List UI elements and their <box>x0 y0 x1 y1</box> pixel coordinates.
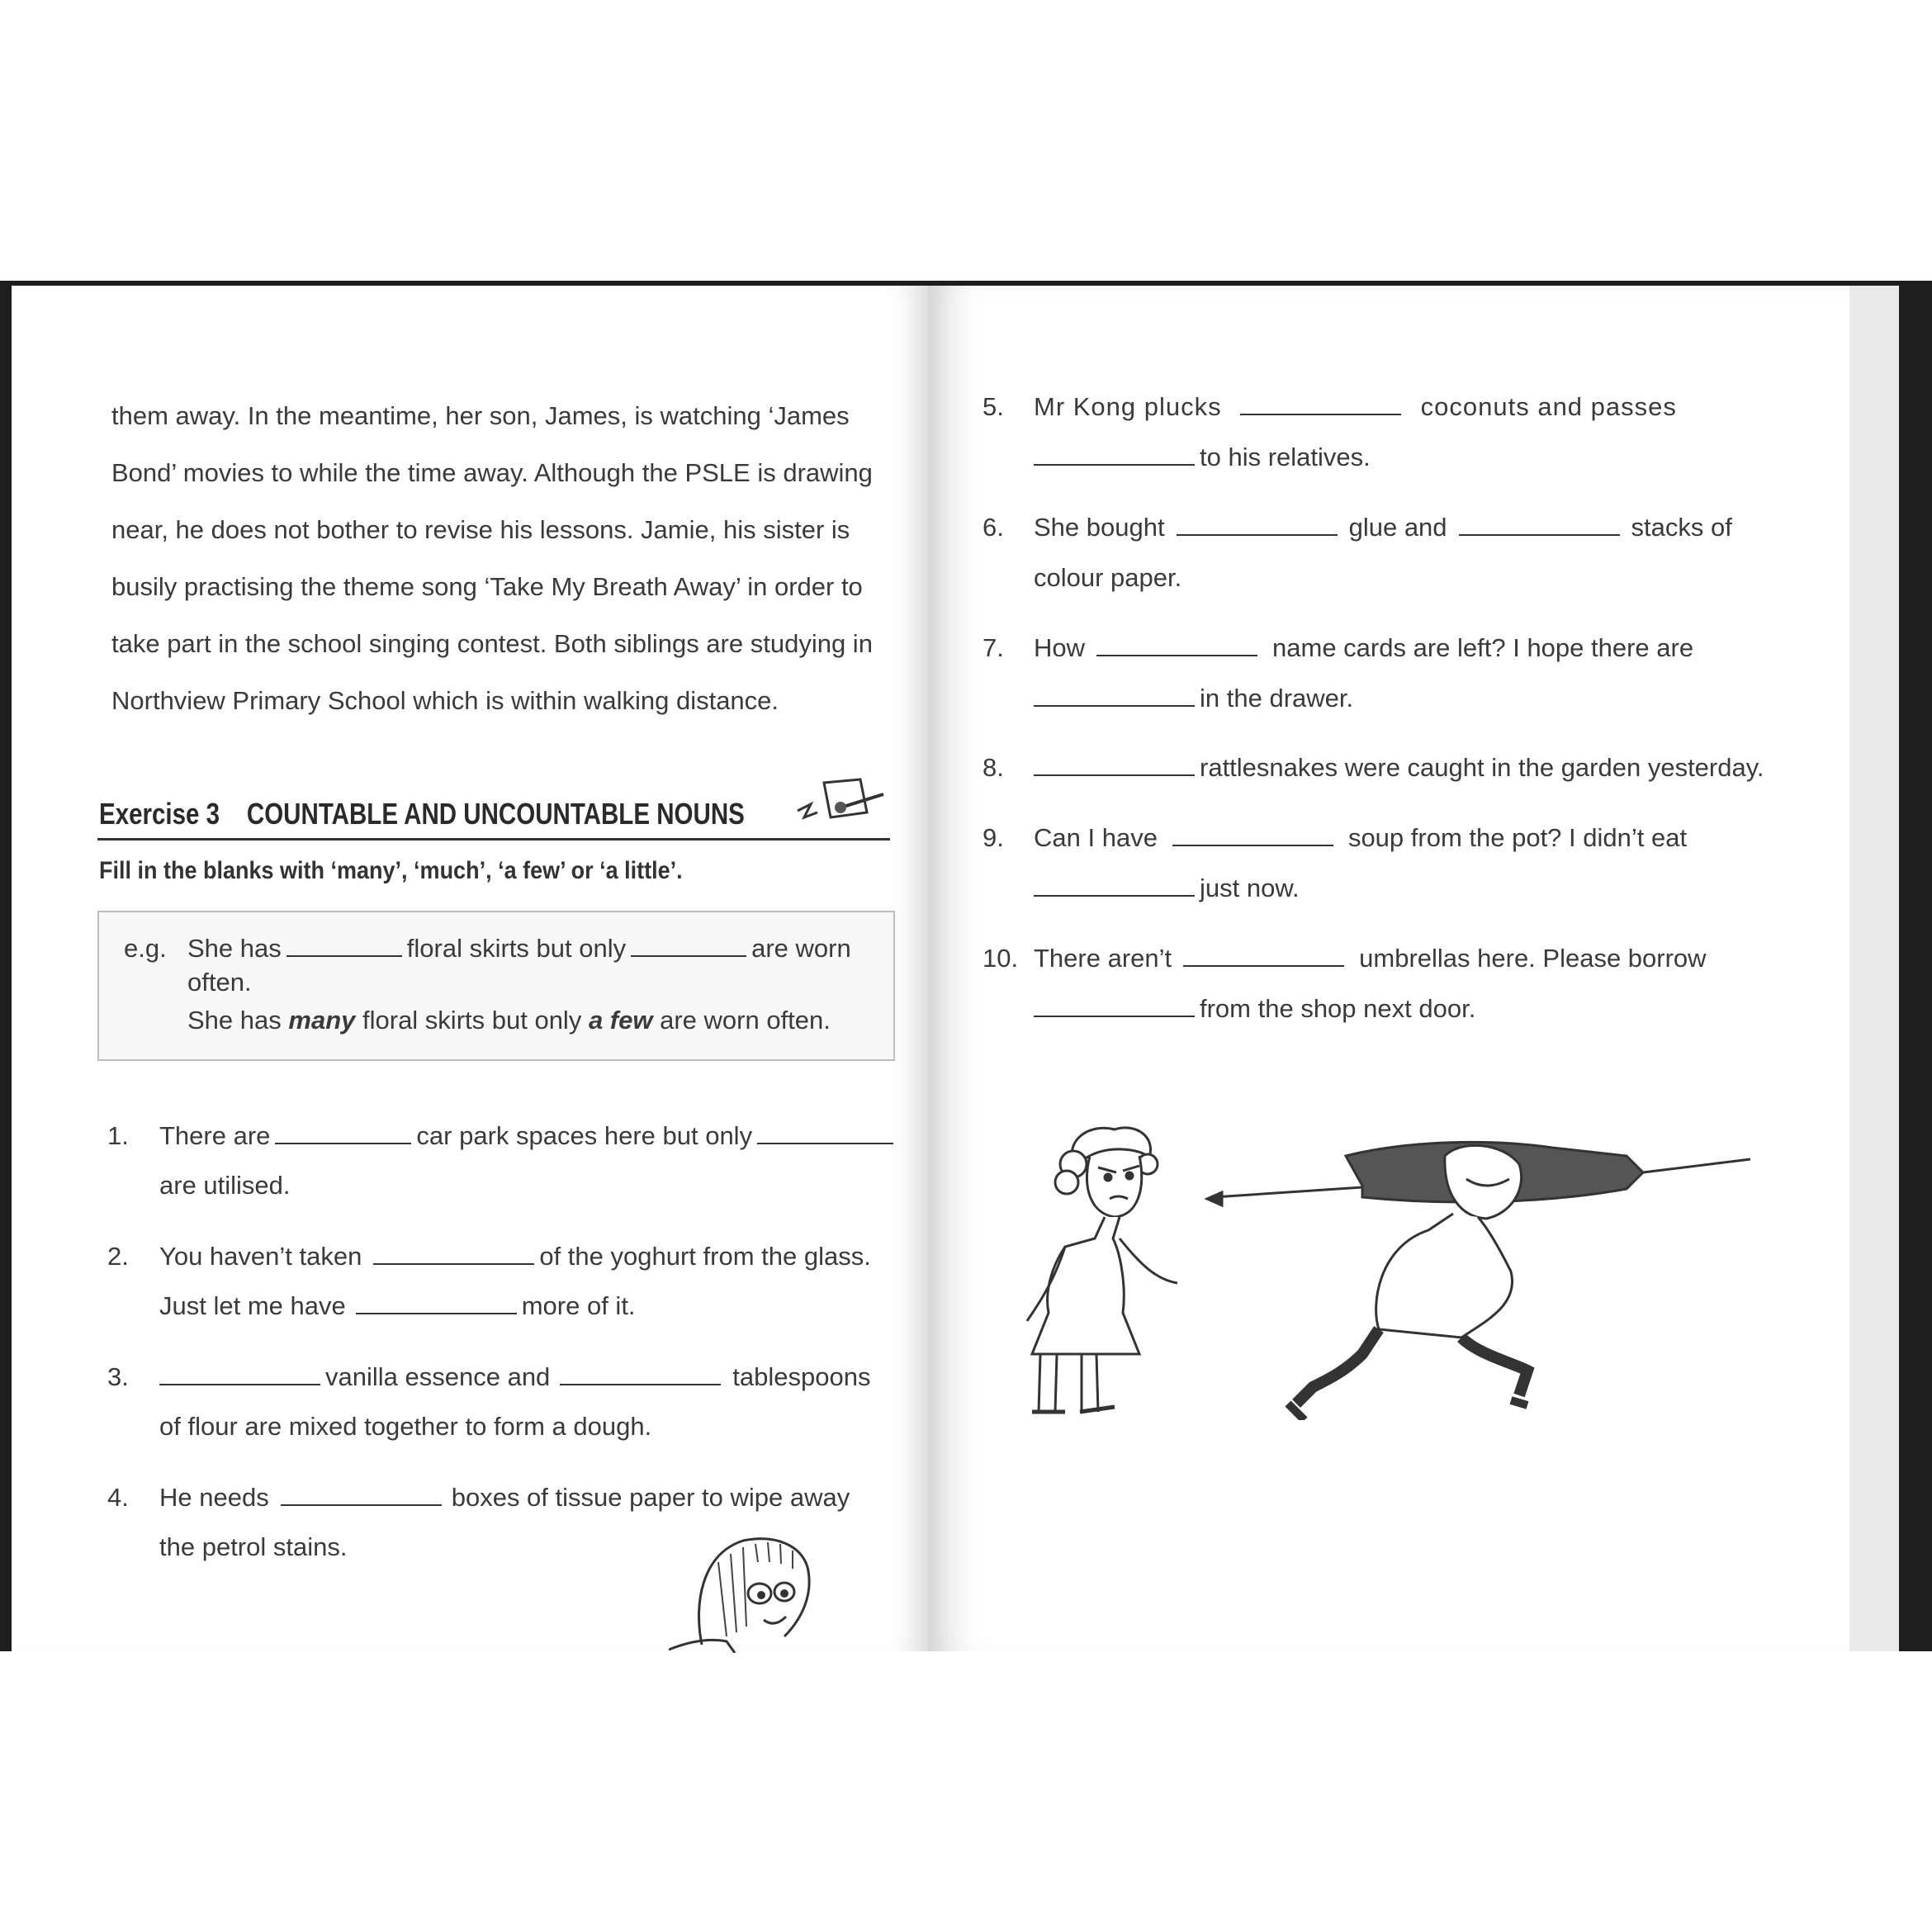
q6-blank-1[interactable] <box>1177 533 1338 536</box>
q5-text: to his relatives. <box>1200 443 1371 471</box>
q7-text: in the drawer. <box>1200 684 1354 713</box>
q5-line-1 <box>1034 391 1677 423</box>
q9-line-2 <box>1034 873 1300 904</box>
q9-line-1 <box>1034 822 1687 854</box>
q1-number: 1. <box>107 1121 129 1150</box>
passage-line-3: near, he does not bother to revise his lessons. Jamie, his sister is <box>111 515 850 544</box>
exercise-heading <box>99 797 745 831</box>
q1-text: car park spaces here but only <box>416 1121 753 1150</box>
q6-blank-2[interactable] <box>1459 533 1620 536</box>
q8-line-1 <box>1034 752 1764 784</box>
passage-line-4: busily practising the theme song ‘Take My Breath Away’ in order to <box>111 572 863 601</box>
example-line-1 <box>187 933 851 964</box>
q5-text: coconuts and passes <box>1420 392 1677 421</box>
q4-text: boxes of tissue paper to wipe away <box>451 1483 850 1512</box>
q2-blank-1[interactable] <box>373 1262 534 1265</box>
q3-text: tablespoons <box>732 1362 871 1391</box>
q3-line-1 <box>159 1361 870 1393</box>
girl-face-illustration <box>669 1529 817 1653</box>
q8-text: rattlesnakes were caught in the garden yesterday. <box>1200 753 1764 782</box>
example-line-2 <box>187 1005 831 1036</box>
q2-text: of the yoghurt from the glass. <box>539 1242 871 1271</box>
q1-line-2: are utilised. <box>159 1171 291 1200</box>
q4-text: He needs <box>159 1483 269 1512</box>
blank[interactable] <box>631 954 746 957</box>
example-text: floral skirts but only <box>362 1006 582 1035</box>
blank[interactable] <box>286 954 402 957</box>
q7-number: 7. <box>983 633 1004 662</box>
q5-number: 5. <box>983 392 1004 421</box>
q7-text: How <box>1034 633 1086 662</box>
q10-line-1 <box>1034 943 1707 974</box>
q10-line-2 <box>1034 993 1475 1025</box>
q3-text: vanilla essence and <box>325 1362 551 1391</box>
q8-blank-1[interactable] <box>1034 773 1195 776</box>
q7-line-1 <box>1034 632 1693 664</box>
q2-number: 2. <box>107 1242 129 1271</box>
example-text: are worn often. <box>660 1006 831 1035</box>
passage-line-5: take part in the school singing contest. Both siblings are studying in <box>111 629 873 658</box>
exercise-instruction: Fill in the blanks with ‘many’, ‘much’, ‘a few’ or ‘a little’. <box>99 857 683 884</box>
umbrella-cartoon-illustration <box>1016 1106 1759 1420</box>
passage-line-1: them away. In the meantime, her son, James, is watching ‘James <box>111 401 850 430</box>
q6-line-2: colour paper. <box>1034 563 1182 592</box>
example-line-1b: often. <box>187 968 252 997</box>
example-text: She has <box>187 1006 282 1035</box>
q7-text: name cards are left? I hope there are <box>1272 633 1694 662</box>
q10-text: umbrellas here. Please borrow <box>1359 944 1707 973</box>
q4-line-2: the petrol stains. <box>159 1532 348 1561</box>
q8-number: 8. <box>983 753 1004 782</box>
answer-a-few: a few <box>588 1006 653 1035</box>
q4-number: 4. <box>107 1483 129 1512</box>
q2-text: You haven’t taken <box>159 1242 362 1271</box>
q2-line-1 <box>159 1241 871 1272</box>
q9-text: just now. <box>1200 874 1300 902</box>
passage-line-2: Bond’ movies to while the time away. Although the PSLE is drawing <box>111 458 873 487</box>
page-edge <box>1849 286 1899 1651</box>
q2-blank-2[interactable] <box>356 1311 517 1314</box>
q9-text: Can I have <box>1034 823 1158 852</box>
q7-line-2 <box>1034 683 1353 714</box>
q10-number: 10. <box>983 944 1019 973</box>
q2-text: more of it. <box>521 1291 636 1320</box>
q4-blank-1[interactable] <box>281 1503 442 1506</box>
q10-blank-1[interactable] <box>1183 964 1344 967</box>
q1-text: There are <box>159 1121 271 1150</box>
q7-blank-2[interactable] <box>1034 703 1195 707</box>
q5-blank-2[interactable] <box>1034 462 1195 466</box>
q2-line-2 <box>159 1290 636 1322</box>
q9-blank-2[interactable] <box>1034 893 1195 897</box>
q3-number: 3. <box>107 1362 129 1391</box>
q6-text: glue and <box>1348 513 1447 542</box>
q6-line-1 <box>1034 512 1732 543</box>
q4-line-1 <box>159 1482 850 1513</box>
example-text: floral skirts but only <box>406 934 627 963</box>
q3-blank-1[interactable] <box>159 1382 320 1385</box>
q1-blank-1[interactable] <box>275 1141 411 1144</box>
q5-blank-1[interactable] <box>1240 412 1401 415</box>
pencil-paper-icon <box>794 776 893 834</box>
heading-underline <box>97 838 890 841</box>
exercise-title: COUNTABLE AND UNCOUNTABLE NOUNS <box>246 797 745 831</box>
q5-text: Mr Kong plucks <box>1034 392 1222 421</box>
q1-line-1 <box>159 1120 898 1152</box>
q6-text: stacks of <box>1631 513 1732 542</box>
q3-blank-2[interactable] <box>560 1382 721 1385</box>
q1-blank-2[interactable] <box>757 1141 893 1144</box>
q2-text: Just let me have <box>159 1291 346 1320</box>
q6-text: She bought <box>1034 513 1165 542</box>
q9-text: soup from the pot? I didn’t eat <box>1347 823 1688 852</box>
exercise-label: Exercise 3 <box>99 797 220 831</box>
q6-number: 6. <box>983 513 1004 542</box>
example-text: She has <box>187 934 282 963</box>
q7-blank-1[interactable] <box>1096 653 1257 656</box>
example-prefix: e.g. <box>124 934 167 963</box>
q5-line-2 <box>1034 442 1371 473</box>
q9-number: 9. <box>983 823 1004 852</box>
q10-text: from the shop next door. <box>1200 994 1476 1023</box>
q9-blank-1[interactable] <box>1172 843 1333 846</box>
passage-line-6: Northview Primary School which is within walking distance. <box>111 686 779 715</box>
q10-text: There aren’t <box>1034 944 1172 973</box>
answer-many: many <box>288 1006 356 1035</box>
example-text: are worn <box>751 934 851 963</box>
q3-line-2: of flour are mixed together to form a dough. <box>159 1412 652 1441</box>
q10-blank-2[interactable] <box>1034 1014 1195 1017</box>
